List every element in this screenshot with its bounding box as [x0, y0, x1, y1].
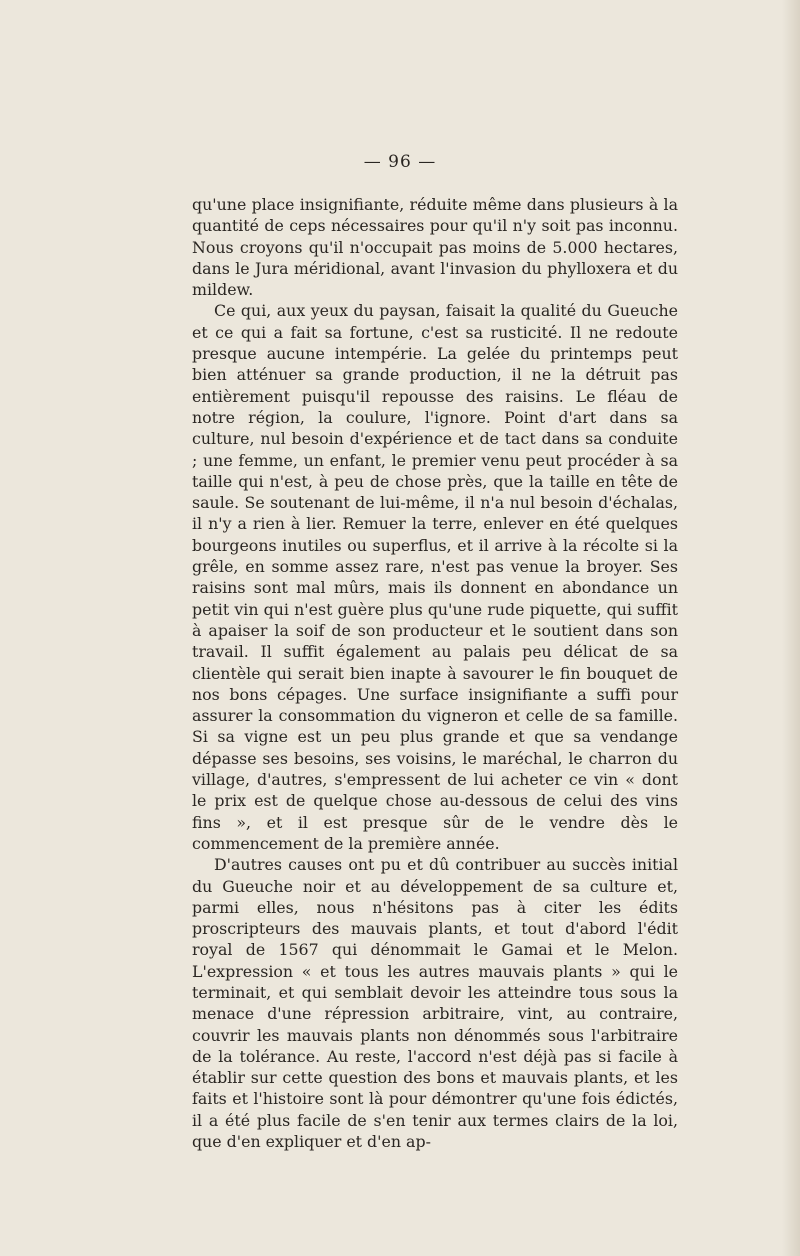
page-edge-shadow	[782, 0, 800, 1256]
paragraph-1: qu'une place insignifiante, réduite même dans plusieurs à la quantité de ceps nécessaires pour qu'il n'y soit pas inconnu. Nous croyons qu'il n'occupait pas moins de 5.000 hectares, dans le Jura méridional, avant l'invasion du phylloxera et du mildew.	[192, 195, 678, 300]
paragraph-3: D'autres causes ont pu et dû contribuer au succès initial du Gueuche noir et au développement de sa culture et, parmi elles, nous n'hésitons pas à citer les édits proscripteurs des mauvais plants, et tout d'abord l'édit royal de 1567 qui dénommait le Gamai et le Melon. L'expression « et tous les autres mauvais plants » qui le terminait, et qui semblait devoir les atteindre tous sous la menace d'une répression arbitraire, vint, au contraire, couvrir les mauvais plants non dénommés sous l'arbitraire de la tolérance. Au reste, l'accord n'est déjà pas si facile à établir sur cette question des bons et mauvais plants, et les faits et l'histoire sont là pour démontrer qu'une fois édictés, il a été plus facile de s'en tenir aux termes clairs de la loi, que d'en expliquer et d'en ap-	[192, 855, 678, 1152]
body-text	[192, 194, 678, 1152]
paragraph-2: Ce qui, aux yeux du paysan, faisait la qualité du Gueuche et ce qui a fait sa fortune, c'est sa rusticité. Il ne redoute presque aucune intempérie. La gelée du printemps peut bien atténuer sa grande production, il ne la détruit pas entièrement puisqu'il repousse des raisins. Le fléau de notre région, la coulure, l'ignore. Point d'art dans sa culture, nul besoin d'expérience et de tact dans sa conduite ; une femme, un enfant, le premier venu peut procéder à sa taille qui n'est, à peu de chose près, que la taille en tête de saule. Se soutenant de lui-même, il n'a nul besoin d'échalas, il n'y a rien à lier. Remuer la terre, enlever en été quelques bourgeons inutiles ou superflus, et il arrive à la récolte si la grêle, en somme assez rare, n'est pas venue la broyer. Ses raisins sont mal mûrs, mais ils donnent en abondance un petit vin qui n'est guère plus qu'une rude piquette, qui suffit à apaiser la soif de son producteur et le soutient dans son travail. Il suffit également au palais peu délicat de sa clientèle qui serait bien inapte à savourer le fin bouquet de nos bons cépages. Une surface insignifiante a suffi pour assurer la consommation du vigneron et celle de sa famille. Si sa vigne est un peu plus grande et que sa vendange dépasse ses besoins, ses voisins, le maréchal, le charron du village, d'autres, s'empressent de lui acheter ce vin « dont le prix est de quelque chose au-dessous de celui des vins fins », et il est presque sûr de le vendre dès le commencement de la première année.	[192, 301, 678, 853]
page-number: — 96 —	[363, 152, 437, 172]
